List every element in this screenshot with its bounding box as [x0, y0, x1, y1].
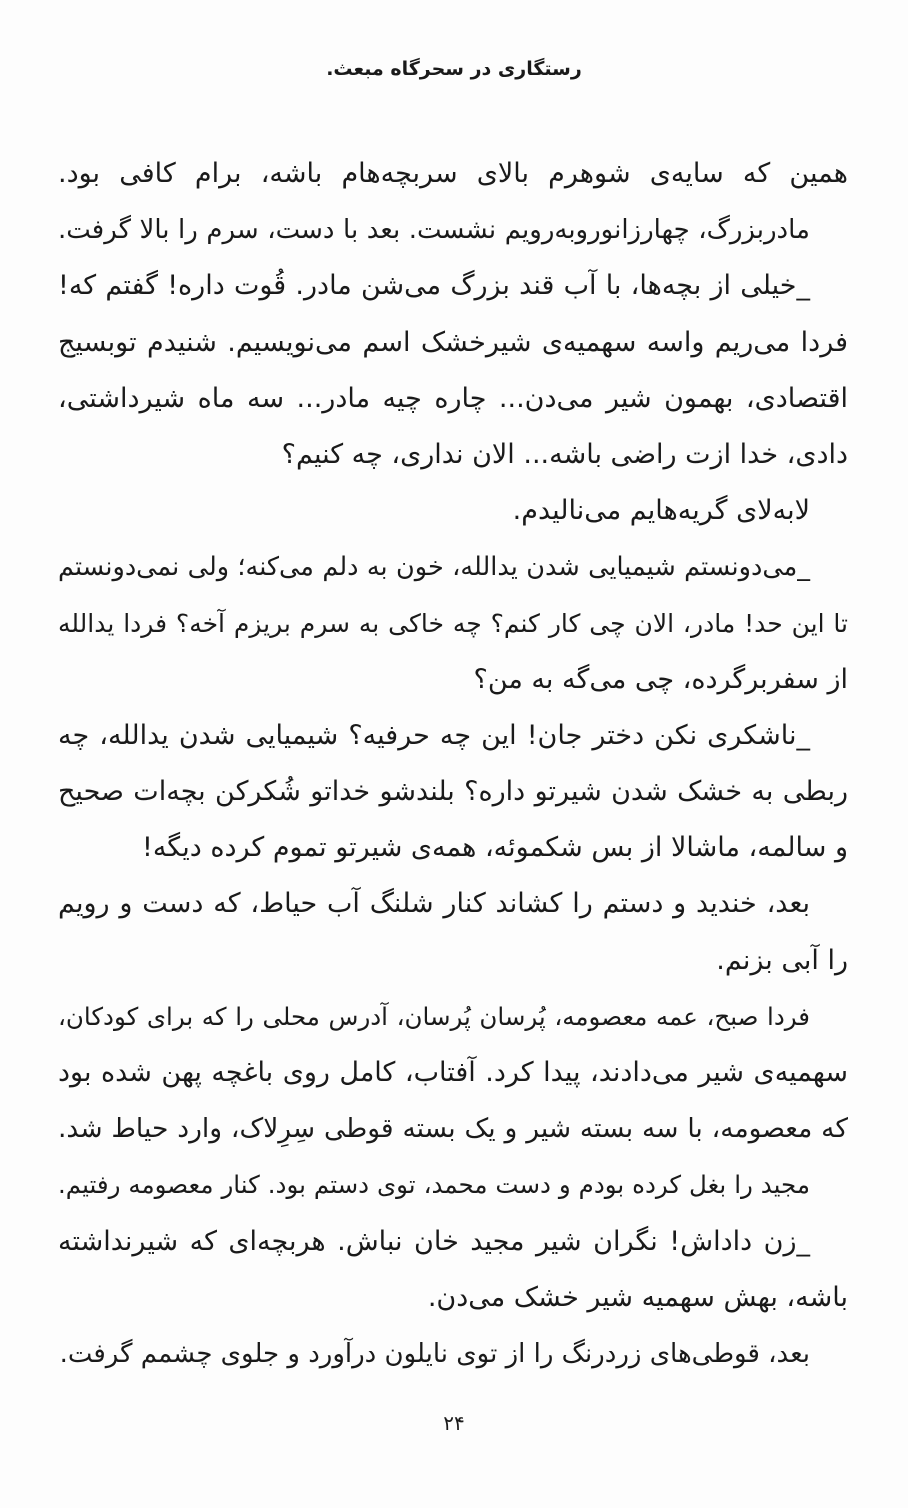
text-line: اقتصادی، بهمون شیر می‌دن... چاره چیه مادر... سه ماه شیرداشتی،: [58, 382, 848, 414]
page-number: ۲۴: [443, 1411, 465, 1435]
text-line: _خیلی از بچه‌ها، با آب قند بزرگ می‌شن مادر. قُوت داره! گفتم که!: [58, 270, 810, 302]
text-line: _ناشکری نکن دختر جان! این چه حرفیه؟ شیمیایی شدن یدالله، چه: [58, 719, 810, 751]
text-line: را آبی بزنم.: [716, 944, 848, 976]
text-line: ربطی به خشک شدن شیرتو داره؟ بلندشو خداتو شُکرکن بچه‌ات صحیح: [58, 776, 848, 808]
text-line: بعد، خندید و دستم را کشاند کنار شلنگ آب حیاط، که دست و رویم: [58, 888, 810, 920]
text-line: که معصومه، با سه بسته شیر و یک بسته قوطی سِرِلاک، وارد حیاط شد.: [58, 1113, 848, 1145]
body-text: [58, 146, 848, 1382]
text-line: همین که سایه‌ی شوهرم بالای سربچه‌هام باشه، برام کافی بود.: [58, 158, 848, 189]
text-line: مادربزرگ، چهارزانوروبه‌رویم نشست. بعد با دست، سرم را بالا گرفت.: [58, 215, 810, 246]
text-line: تا این حد! مادر، الان چی کار کنم؟ چه خاکی به سرم بریزم آخه؟ فردا یدالله: [58, 608, 848, 638]
text-line: فردا صبح، عمه معصومه، پُرسان پُرسان، آدرس محلی را که برای کودکان،: [58, 1001, 810, 1031]
running-header-title: رستگاری در سحرگاه مبعث.: [326, 58, 582, 80]
text-line: _زن داداش! نگران شیر مجید خان نباش. هربچه‌ای که شیرنداشته: [58, 1225, 810, 1257]
text-line: از سفربرگرده، چی می‌گه به من؟: [473, 663, 848, 695]
text-line: باشه، بهش سهمیه شیر خشک می‌دن.: [427, 1281, 848, 1313]
text-line: بعد، قوطی‌های زردرنگ را از توی نایلون درآورد و جلوی چشمم گرفت.: [59, 1338, 810, 1369]
text-line: فردا می‌ریم واسه سهمیه‌ی شیرخشک اسم می‌نویسیم. شنیدم توبسیج: [58, 326, 848, 358]
text-line: و سالمه، ماشالا از بس شکموئه، همه‌ی شیرتو تموم کرده دیگه!: [142, 832, 848, 864]
text-line: دادی، خدا ازت راضی باشه... الان نداری، چه کنیم؟: [281, 438, 848, 470]
text-line: سهمیه‌ی شیر می‌دادند، پیدا کرد. آفتاب، کامل روی باغچه پهن شده بود: [58, 1057, 848, 1088]
text-line: مجید را بغل کرده بودم و دست محمد، توی دستم بود. کنار معصومه رفتیم.: [58, 1170, 810, 1200]
text-line: لابه‌لای گریه‌هایم می‌نالیدم.: [512, 495, 810, 527]
text-line: _می‌دونستم شیمیایی شدن یدالله، خون به دلم می‌کنه؛ ولی نمی‌دونستم: [58, 552, 810, 583]
